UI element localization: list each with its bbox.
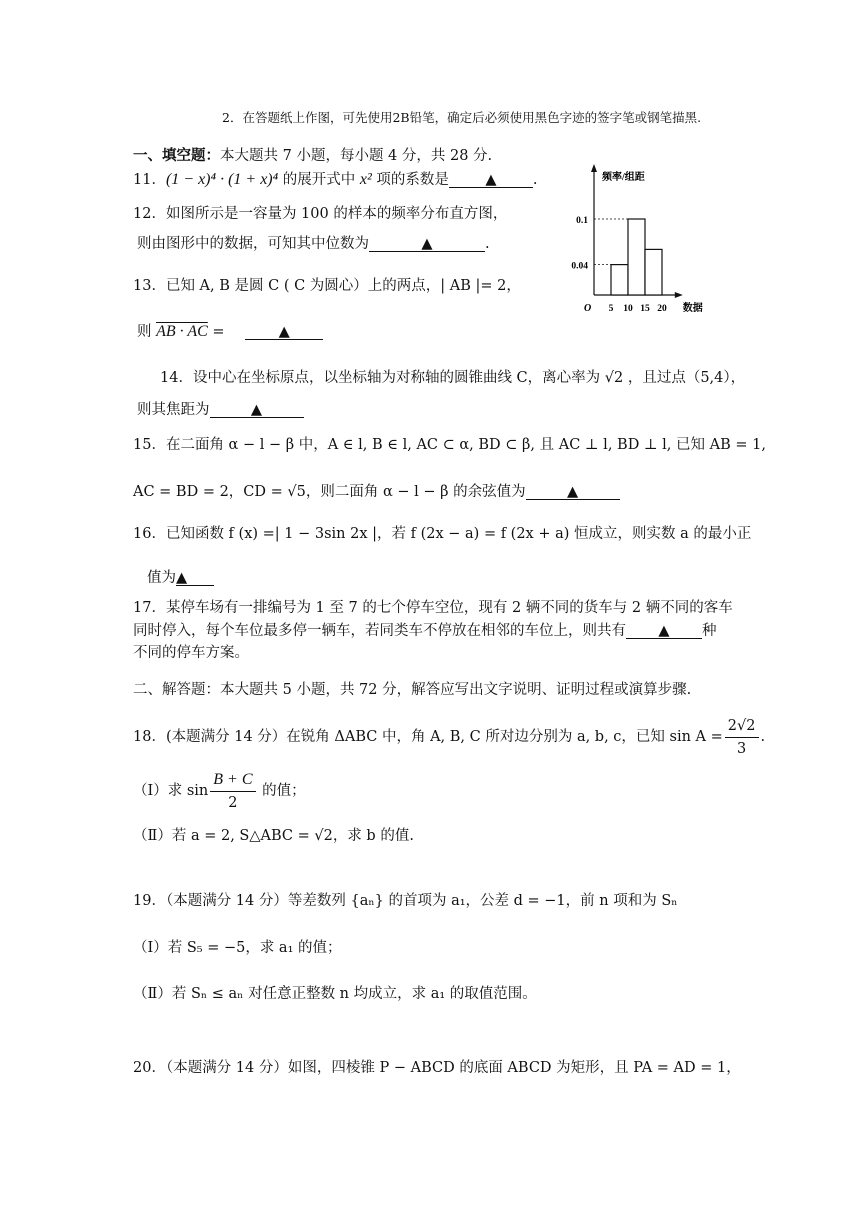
answer-blank[interactable]: ▲ xyxy=(369,234,485,252)
histogram-bar xyxy=(628,219,645,295)
question-12-line1: 12．如图所示是一容量为 100 的样本的频率分布直方图， xyxy=(133,206,508,222)
q18-part1-numerator: B + C xyxy=(210,769,255,792)
question-14-line1: 14．设中心在坐标原点，以坐标轴为对称轴的圆锥曲线 C，离心率为 √2 ，且过点（5,4）， xyxy=(160,370,746,386)
q13-vector-product: AB · AC xyxy=(156,323,208,340)
question-17-line3: 不同的停车方案。 xyxy=(133,645,249,661)
question-14-line2 xyxy=(137,400,304,420)
x-tick-label: 10 xyxy=(623,304,633,314)
section-2-heading: 二、解答题：本大题共 5 小题，共 72 分，解答应写出文字说明、证明过程或演算步骤. xyxy=(133,682,692,698)
question-15-line1: 15．在二面角 α − l − β 中，A ∈ l, B ∈ l, AC ⊂ α, BD ⊂ β, 且 AC ⊥ l, BD ⊥ l, 已知 AB = 1, xyxy=(133,437,766,453)
question-20-line1: 20．（本题满分 14 分）如图，四棱锥 P − ABCD 的底面 ABCD 为矩形，且 PA = AD = 1， xyxy=(133,1060,741,1076)
question-18-part1 xyxy=(133,766,306,816)
y-axis-label: 频率/组距 xyxy=(602,172,645,183)
question-17-line2 xyxy=(133,621,717,641)
q18-part1-end: 的值； xyxy=(257,783,306,799)
q17-unit: 种 xyxy=(702,623,717,639)
section-1-title: 一、填空题： xyxy=(133,147,220,164)
question-13-line1: 13．已知 A, B 是圆 C ( C 为圆心）上的两点，| AB |= 2， xyxy=(133,278,521,294)
y-axis-arrow xyxy=(591,164,597,172)
question-16-line2 xyxy=(147,568,214,588)
answer-blank[interactable]: ▲ xyxy=(626,621,702,639)
q18-frac-numerator: 2√2 xyxy=(725,715,759,738)
x-axis-arrow xyxy=(675,292,683,298)
q11-term: x² xyxy=(359,171,372,188)
question-19-part2: （Ⅱ）若 Sₙ ≤ aₙ 对任意正整数 n 均成立，求 a₁ 的取值范围。 xyxy=(133,986,537,1002)
instruction-note: 2．在答题纸上作图，可先使用2B铅笔，确定后必须使用黑色字迹的签字笔或钢笔描黑. xyxy=(222,110,702,125)
question-15-line2 xyxy=(133,482,620,502)
question-16-line1: 16．已知函数 f (x) =| 1 − 3sin 2x |，若 f (2x − a) = f (2x + a) 恒成立，则实数 a 的最小正 xyxy=(133,526,752,542)
histogram-bar xyxy=(611,265,628,295)
origin-label: O xyxy=(584,303,592,314)
answer-blank[interactable]: ▲ xyxy=(245,322,323,340)
x-tick-label: 15 xyxy=(640,304,650,314)
q18-fraction xyxy=(725,715,759,760)
x-tick-label: 5 xyxy=(608,304,614,314)
q18-frac-denominator: 3 xyxy=(737,740,747,757)
q12-end: . xyxy=(485,236,490,252)
answer-blank[interactable]: ▲ xyxy=(449,170,533,188)
q14-text: 则其焦距为 xyxy=(137,402,210,418)
q11-text: 的展开式中 xyxy=(278,172,360,188)
answer-blank[interactable]: ▲ xyxy=(526,482,620,500)
x-axis-label: 数据 xyxy=(682,303,703,314)
histogram-bar xyxy=(645,249,662,295)
section-1-heading xyxy=(133,146,492,166)
q18-text: 18．(本题满分 14 分）在锐角 ΔABC 中，角 A, B, C 所对边分别为 a, b, c，已知 sin A = xyxy=(133,729,723,745)
question-18-part2: （Ⅱ）若 a = 2, S△ABC = √2，求 b 的值. xyxy=(133,828,414,844)
question-19-part1: （Ⅰ）若 S₅ = −5，求 a₁ 的值； xyxy=(133,940,342,956)
frequency-histogram xyxy=(560,160,780,320)
x-tick-label: 20 xyxy=(657,304,667,314)
question-11: 11．(1 − x)⁴ · (1 + x)⁴ 的展开式中 x² 项的系数是 ▲ . xyxy=(133,171,538,188)
answer-blank[interactable]: ▲ xyxy=(210,400,304,418)
q18-part1-fraction xyxy=(210,769,255,814)
q15-text: AC = BD = 2，CD = √5，则二面角 α − l − β 的余弦值为 xyxy=(133,484,526,500)
question-13-line2 xyxy=(137,322,323,342)
q13-equals: = xyxy=(207,324,225,340)
question-19-line1: 19．（本题满分 14 分）等差数列 {aₙ} 的首项为 a₁，公差 d = −1，前 n 项和为 Sₙ xyxy=(133,893,678,909)
answer-blank[interactable]: ▲ xyxy=(176,568,214,586)
q11-expression: (1 − x)⁴ · (1 + x)⁴ xyxy=(165,171,279,188)
q13-text: 则 xyxy=(137,324,157,340)
q17-text: 同时停入，每个车位最多停一辆车，若同类车不停放在相邻的车位上，则共有 xyxy=(133,623,626,639)
q16-text: 值为 xyxy=(147,570,176,586)
q18-end: . xyxy=(760,729,766,745)
q12-text: 则由图形中的数据，可知其中位数为 xyxy=(137,236,369,252)
question-12-line2 xyxy=(137,234,490,254)
q18-part1-denominator: 2 xyxy=(228,794,238,811)
q11-number: 11． xyxy=(133,172,166,188)
q11-text-end: 项的系数是 xyxy=(371,172,449,188)
y-tick-label: 0.04 xyxy=(571,261,588,272)
section-1-desc: 本大题共 7 小题，每小题 4 分，共 28 分. xyxy=(220,148,493,164)
y-tick-label: 0.1 xyxy=(576,216,588,226)
q18-part1-text: （Ⅰ）求 sin xyxy=(133,783,209,799)
question-17-line1: 17．某停车场有一排编号为 1 至 7 的七个停车空位，现有 2 辆不同的货车与 2 辆不同的客车 xyxy=(133,600,733,616)
question-18-line1 xyxy=(133,712,765,762)
